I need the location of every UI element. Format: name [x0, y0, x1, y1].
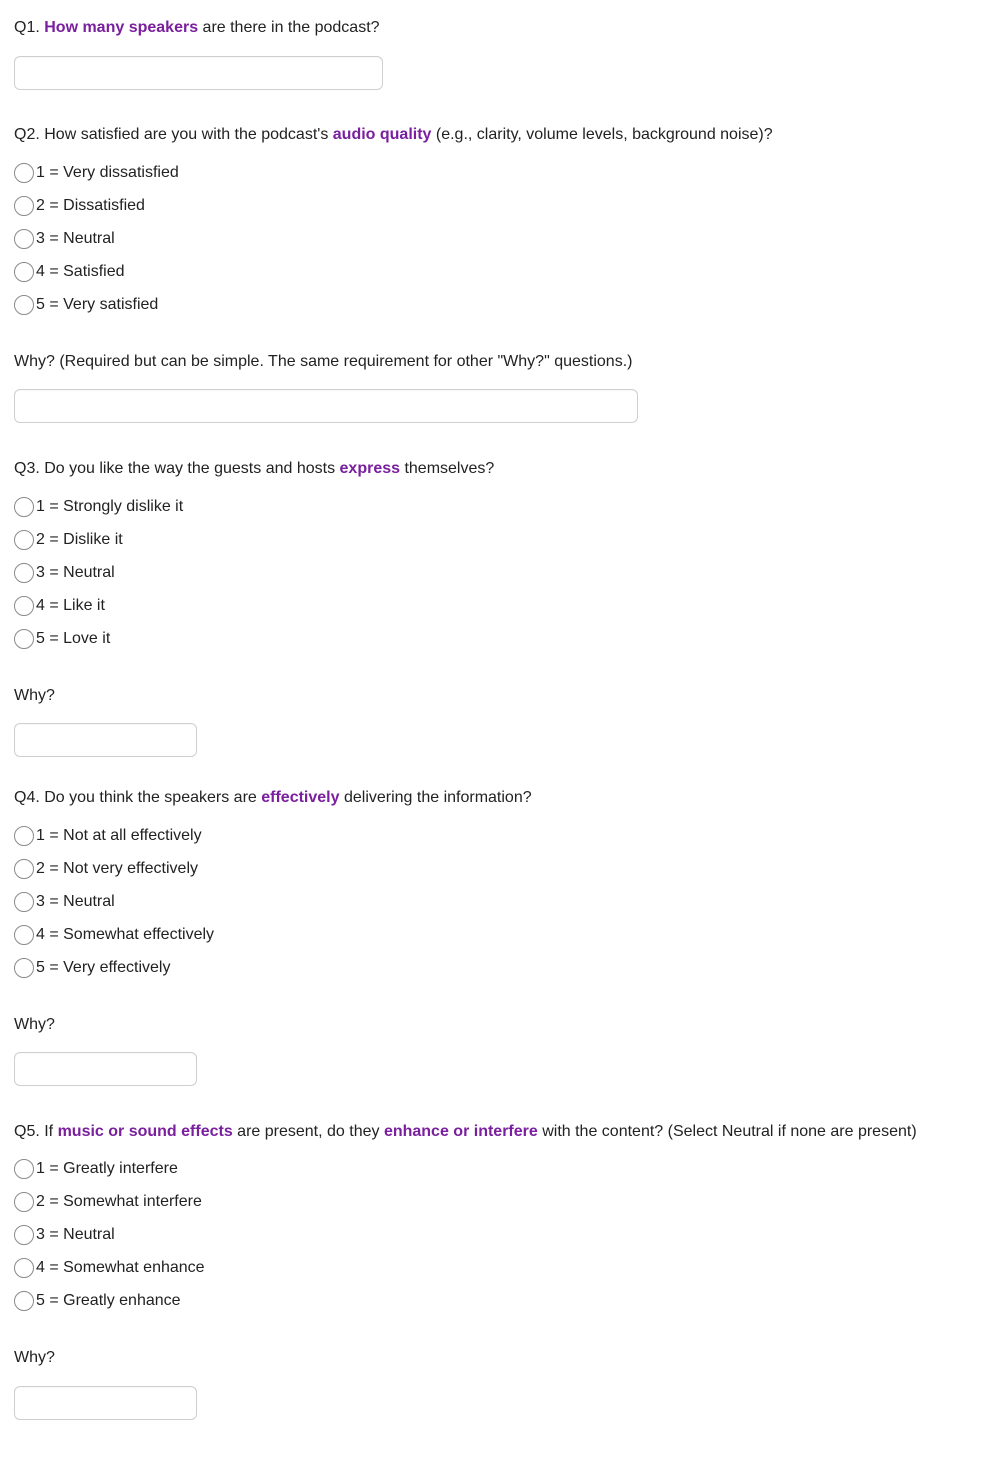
q2-radio-group	[14, 156, 179, 321]
radio-button[interactable]	[14, 892, 34, 912]
q3-radio-group	[14, 490, 183, 655]
q2-option-5[interactable]	[14, 288, 179, 321]
radio-button[interactable]	[14, 163, 34, 183]
q2-option-label: 5 = Very satisfied	[36, 295, 159, 313]
radio-button[interactable]	[14, 826, 34, 846]
q1-question	[14, 18, 380, 38]
q4-prefix: Q4. Do you think the speakers are	[14, 789, 262, 806]
q1-prefix: Q1.	[14, 19, 45, 36]
q3-option-1[interactable]	[14, 490, 183, 523]
q5-option-label: 5 = Greatly enhance	[36, 1291, 181, 1309]
q3-option-5[interactable]	[14, 622, 183, 655]
q2-accent: audio quality	[332, 126, 432, 143]
q5-option-label: 1 = Greatly interfere	[36, 1159, 178, 1177]
radio-button[interactable]	[14, 497, 34, 517]
radio-button[interactable]	[14, 196, 34, 216]
q5-option-1[interactable]	[14, 1152, 205, 1185]
q4-option-3[interactable]	[14, 885, 214, 918]
q2-option-3[interactable]	[14, 222, 179, 255]
q3-option-label: 3 = Neutral	[36, 563, 115, 581]
q3-option-label: 5 = Love it	[36, 629, 111, 647]
q4-radio-group	[14, 819, 214, 984]
q3-option-label: 2 = Dislike it	[36, 530, 123, 548]
q5-question	[14, 1122, 917, 1142]
q3-prefix: Q3. Do you like the way the guests and hosts	[14, 460, 340, 477]
q2-option-1[interactable]	[14, 156, 179, 189]
q2-suffix: (e.g., clarity, volume levels, background noise)?	[431, 126, 773, 143]
q3-suffix: themselves?	[400, 460, 495, 477]
q3-accent: express	[339, 460, 401, 477]
radio-button[interactable]	[14, 958, 34, 978]
q4-option-label: 2 = Not very effectively	[36, 859, 198, 877]
q2-option-label: 1 = Very dissatisfied	[36, 163, 179, 181]
q5-radio-group	[14, 1152, 205, 1317]
q2-option-label: 3 = Neutral	[36, 229, 115, 247]
q4-option-label: 4 = Somewhat effectively	[36, 925, 215, 943]
q3-option-4[interactable]	[14, 589, 183, 622]
q2-option-2[interactable]	[14, 189, 179, 222]
q2-question	[14, 125, 773, 145]
q4-option-label: 5 = Very effectively	[36, 958, 171, 976]
q3-option-label: 4 = Like it	[36, 596, 105, 614]
q4-option-4[interactable]	[14, 918, 214, 951]
q5-option-3[interactable]	[14, 1218, 205, 1251]
radio-button[interactable]	[14, 629, 34, 649]
q5-prefix: Q5. If	[14, 1123, 58, 1140]
q3-why-input[interactable]	[14, 723, 197, 757]
q3-option-3[interactable]	[14, 556, 183, 589]
radio-button[interactable]	[14, 925, 34, 945]
q3-question	[14, 459, 494, 479]
q3-option-label: 1 = Strongly dislike it	[36, 497, 184, 515]
radio-button[interactable]	[14, 596, 34, 616]
q4-option-5[interactable]	[14, 951, 214, 984]
q2-why-label: Why? (Required but can be simple. The same requirement for other "Why?" questions.)	[14, 353, 633, 370]
q1-suffix: are there in the podcast?	[198, 19, 380, 36]
q2-option-label: 4 = Satisfied	[36, 262, 125, 280]
q4-accent: effectively	[261, 789, 340, 806]
radio-button[interactable]	[14, 295, 34, 315]
radio-button[interactable]	[14, 1192, 34, 1212]
radio-button[interactable]	[14, 859, 34, 879]
radio-button[interactable]	[14, 1291, 34, 1311]
q4-question	[14, 788, 532, 808]
q5-accent-1: music or sound effects	[57, 1123, 233, 1140]
radio-button[interactable]	[14, 530, 34, 550]
q5-option-label: 4 = Somewhat enhance	[36, 1258, 205, 1276]
q5-middle: are present, do they	[232, 1123, 384, 1140]
q4-option-label: 3 = Neutral	[36, 892, 115, 910]
radio-button[interactable]	[14, 563, 34, 583]
q5-accent-2: enhance or interfere	[383, 1123, 538, 1140]
q4-why-input[interactable]	[14, 1052, 197, 1086]
q4-why-label: Why?	[14, 1016, 55, 1033]
q2-why-input[interactable]	[14, 389, 638, 423]
q4-option-label: 1 = Not at all effectively	[36, 826, 202, 844]
q5-option-label: 3 = Neutral	[36, 1225, 115, 1243]
q2-option-label: 2 = Dissatisfied	[36, 196, 145, 214]
q5-option-2[interactable]	[14, 1185, 205, 1218]
q3-why-label: Why?	[14, 687, 55, 704]
q5-why-input[interactable]	[14, 1386, 197, 1420]
q1-accent: How many speakers	[44, 19, 199, 36]
q1-speakers-input[interactable]	[14, 56, 383, 90]
q5-option-label: 2 = Somewhat interfere	[36, 1192, 202, 1210]
radio-button[interactable]	[14, 1159, 34, 1179]
radio-button[interactable]	[14, 229, 34, 249]
q5-why-label: Why?	[14, 1349, 55, 1366]
radio-button[interactable]	[14, 1258, 34, 1278]
q2-option-4[interactable]	[14, 255, 179, 288]
q5-suffix: with the content? (Select Neutral if none are present)	[537, 1123, 917, 1140]
q5-option-5[interactable]	[14, 1284, 205, 1317]
radio-button[interactable]	[14, 1225, 34, 1245]
radio-button[interactable]	[14, 262, 34, 282]
q4-option-1[interactable]	[14, 819, 214, 852]
q3-option-2[interactable]	[14, 523, 183, 556]
q5-option-4[interactable]	[14, 1251, 205, 1284]
q4-option-2[interactable]	[14, 852, 214, 885]
q4-suffix: delivering the information?	[339, 789, 532, 806]
q2-prefix: Q2. How satisfied are you with the podcast's	[14, 126, 333, 143]
